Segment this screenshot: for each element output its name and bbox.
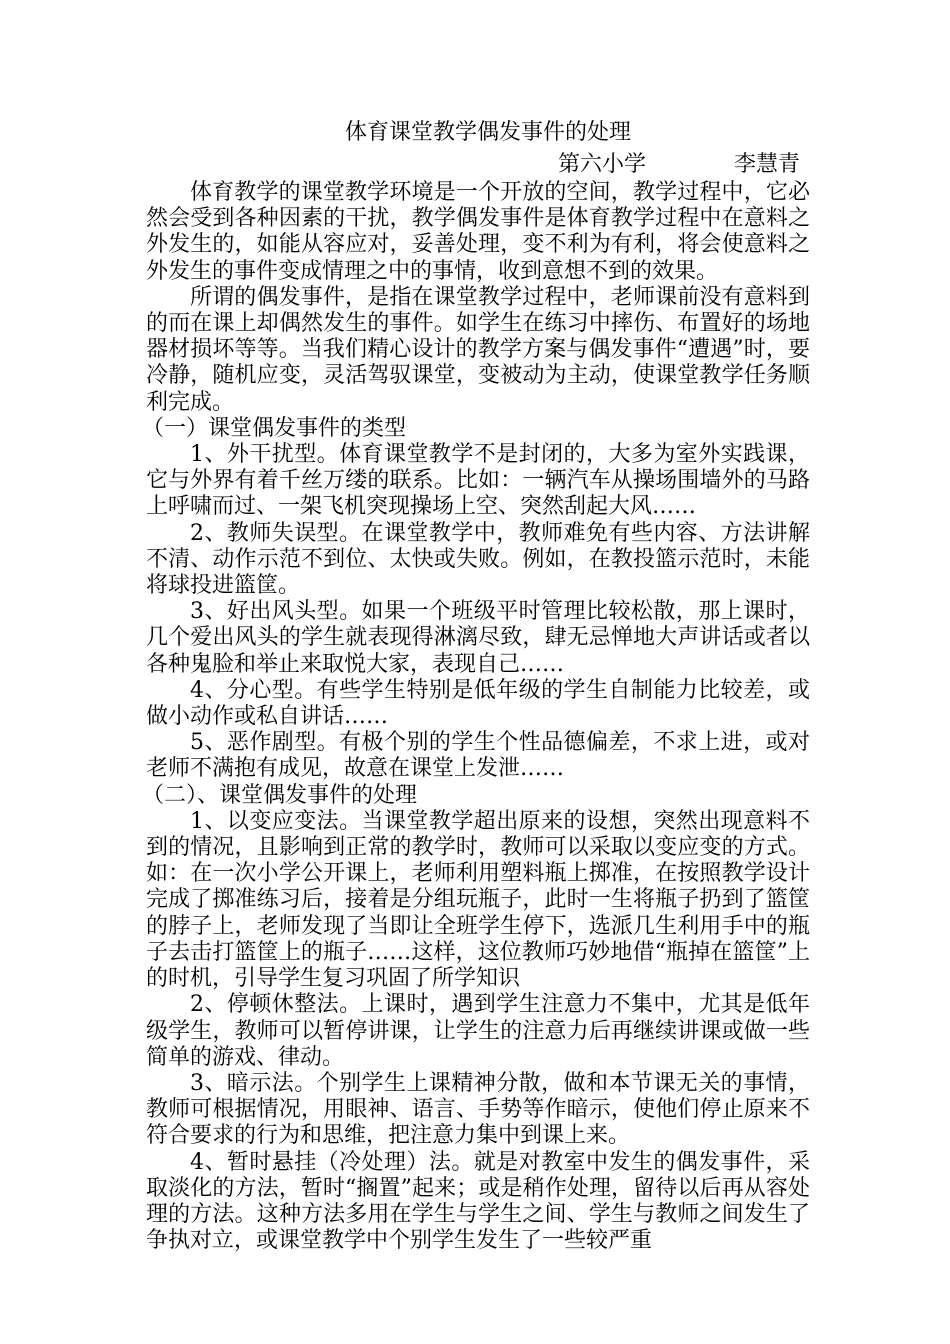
- intro-paragraph: 体育教学的课堂教学环境是一个开放的空间，教学过程中，它必然会受到各种因素的干扰，教学偶发事件是体育教学过程中在意料之外发生的，如能从容应对，妥善处理，变不利为有利，将会使意料之外发生的事件变成情理之中的事情，收到意想不到的效果。: [146, 180, 810, 284]
- list-item: 1、以变应变法。当课堂教学超出原来的设想，突然出现意料不到的情况，且影响到正常的教学时，教师可以采取以变应变的方式。如：在一次小学公开课上，老师利用塑料瓶上掷准，在按照教学设计完成了掷准练习后，接着是分组玩瓶子，此时一生将瓶子扔到了篮筐的脖子上，老师发现了当即让全班学生停下，选派几生利用手中的瓶子去击打篮筐上的瓶子……这样，这位教师巧妙地借“瓶掉在篮筐”上的时机，引导学生复习巩固了所学知识: [146, 808, 810, 992]
- list-item: 2、停顿休整法。上课时，遇到学生注意力不集中，尤其是低年级学生，教师可以暂停讲课，让学生的注意力后再继续讲课或做一些简单的游戏、律动。: [146, 992, 810, 1070]
- list-item: 2、教师失误型。在课堂教学中，教师难免有些内容、方法讲解不清、动作示范不到位、太快或失败。例如，在教投篮示范时，未能将球投进篮筐。: [146, 520, 810, 599]
- list-item: 4、暂时悬挂（冷处理）法。就是对教室中发生的偶发事件，采取淡化的方法，暂时“搁置”起来；或是稍作处理，留待以后再从容处理的方法。这种方法多用在学生与学生之间、学生与教师之间发生了争执对立，或课堂教学中个别学生发生了一些较严重: [146, 1149, 810, 1254]
- list-item: 4、分心型。有些学生特别是低年级的学生自制能力比较差，或做小动作或私自讲话……: [146, 677, 810, 730]
- author-name: 李慧青: [734, 152, 801, 177]
- section-heading-handling: （二）、课堂偶发事件的处理: [142, 782, 418, 808]
- school-name: 第六小学: [558, 152, 647, 177]
- author-line: [146, 150, 810, 180]
- list-item: 1、外干扰型。体育课堂教学不是封闭的，大多为室外实践课，它与外界有着千丝万缕的联系。比如：一辆汽车从操场围墙外的马路上呼啸而过、一架飞机突现操场上空、突然刮起大风……: [146, 442, 810, 520]
- list-item: 3、暗示法。个别学生上课精神分散，做和本节课无关的事情，教师可根据情况，用眼神、语言、手势等作暗示，使他们停止原来不符合要求的行为和思维，把注意力集中到课上来。: [146, 1070, 810, 1149]
- list-item: 5、恶作剧型。有极个别的学生个性品德偏差，不求上进，或对老师不满抱有成见，故意在课堂上发泄……: [146, 730, 810, 782]
- section-heading-types: （一）课堂偶发事件的类型: [142, 415, 407, 441]
- document-page: [142, 116, 810, 1254]
- document-title: 体育课堂教学偶发事件的处理: [344, 120, 631, 145]
- list-item: 3、好出风头型。如果一个班级平时管理比较松散，那上课时，几个爱出风头的学生就表现得淋漓尽致，肆无忌惮地大声讲话或者以各种鬼脸和举止来取悦大家，表现自己……: [146, 599, 810, 677]
- definition-paragraph: 所谓的偶发事件，是指在课堂教学过程中，老师课前没有意料到的而在课上却偶然发生的事件。如学生在练习中摔伤、布置好的场地器材损坏等等。当我们精心设计的教学方案与偶发事件“遭遇”时，要冷静，随机应变，灵活驾驭课堂，变被动为主动，使课堂教学任务顺利完成。: [146, 284, 810, 415]
